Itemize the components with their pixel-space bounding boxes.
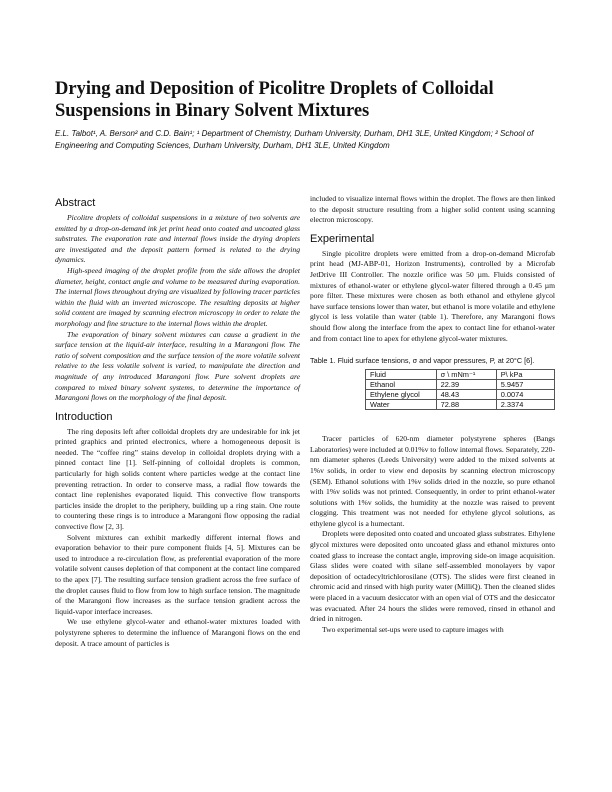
table-header-cell: σ \ mNm⁻¹ [436, 370, 496, 380]
table-cell: 72.88 [436, 400, 496, 410]
intro-paragraph-1: The ring deposits left after colloidal droplets dry are undesirable for ink jet printed graphics and printed electronics, where a homogeneous deposit is needed. The “coffee ring” stains develop in colloidal droplets drying with a pinned contact line [1]. Self-pinning of colloidal droplets is common, particularly for high solids content where particles wedge at the contact line preventing retraction. In order to conserve mass, a radial flow towards the contact line replenishes evaporated liquid. This convective flow transports particles inside the droplet to the periphery, building up a ring stain. One route to countering these rings is to introduce a Marangoni flow opposing the radial convective flow [2, 3]. [55, 426, 300, 532]
table-row [366, 380, 555, 390]
abstract-paragraph-3: The evaporation of binary solvent mixtures can cause a gradient in the surface tension at the liquid-air interface, resulting in a Marangoni flow. The ratio of solvent composition and the surface tension of the more volatile solvent relative to the less volatile solvent is varied, to manipulate the direction and magnitude of any introduced Marangoni flow. Pure solvent droplets are compared to mixed binary solvent systems, to determine the importance of Marangoni flows on the morphology of the final deposit. [55, 329, 300, 403]
abstract-paragraph-1: Picolitre droplets of colloidal suspensions in a mixture of two solvents are emitted by a drop-on-demand ink jet print head onto coated and uncoated glass substrates. The evaporation rate and internal flows inside the drying droplets are investigated and the deposit pattern formed is related to the drying dynamics. [55, 213, 300, 265]
experimental-paragraph-1: Single picolitre droplets were emitted from a drop-on-demand Microfab print head (MJ-ABP-01, Horizon Instruments), controlled by a Microfab JetDrive III Controller. The nozzle orifice was 50 µm. Fluids consisted of mixtures of ethanol-water or ethylene glycol-water filtered through a 0.45 µm pore filter. These mixtures were chosen as both ethanol and ethylene glycol have surface tensions lower than water, but ethanol is more volatile and ethylene glycol is less volatile than water (table 1). Therefore, any Marangoni flows should flow along the interface from the apex to contact line for ethanol-water and from contact line to apex for ethylene glycol-water mixtures. [310, 248, 555, 343]
table-cell: Ethylene glycol [366, 390, 437, 400]
table-cell: Water [366, 400, 437, 410]
experimental-heading: Experimental [310, 232, 375, 245]
table-cell: Ethanol [366, 380, 437, 390]
table-row [366, 400, 555, 410]
table-cell: 5.9457 [496, 380, 554, 390]
table-row [366, 390, 555, 400]
abstract-paragraph-2: High-speed imaging of the droplet profile from the side allows the droplet diameter, height, contact angle and volume to be measured during evaporation. The internal flows throughout drying are visualized by following tracer particles within the fluid with an inverted microscope. The resulting deposits at higher solid content are imaged by scanning electron microscopy in order to relate the morphology and fine structure to the internal flows within the droplet. [55, 265, 300, 328]
table-header-cell: P\ kPa [496, 370, 554, 380]
table-header-cell: Fluid [366, 370, 437, 380]
intro-paragraph-2: Solvent mixtures can exhibit markedly different internal flows and evaporation behavior to their pure component fluids [4, 5]. Mixtures can be used to introduce a re-circulation flow, as preferential evaporation of the more volatile solvent causes depletion of that component at the contact line compared to the apex [7]. The resulting surface tension gradient across the free surface of the droplet causes fluid to flow from low to high surface tension. The magnitude of the Marangoni flow increases as the surface tension gradient across the liquid-vapor interface increases. [55, 532, 300, 616]
table-caption: Table 1. Fluid surface tensions, σ and vapor pressures, P, at 20°C [6]. [310, 356, 535, 366]
fluid-properties-table [365, 369, 555, 410]
left-column [55, 196, 300, 649]
abstract-heading: Abstract [55, 197, 96, 209]
intro-continuation: included to visualize internal flows within the droplet. The flows are then linked to the deposit structure resulting from a higher solid content using scanning electron microscopy. [310, 194, 555, 225]
intro-paragraph-3: We use ethylene glycol-water and ethanol-water mixtures loaded with polystyrene spheres to determine the influence of Marangoni flows on the end deposit. A trace amount of particles is [55, 617, 300, 648]
introduction-heading: Introduction [55, 410, 113, 423]
table-cell: 2.3374 [496, 400, 554, 410]
methods-paragraph-2: Droplets were deposited onto coated and uncoated glass substrates. Ethylene glycol mixtures were deposited onto uncoated glass and ethanol mixtures onto coated glass to increase the contact angle, improving side-on image acquisition. Glass slides were coated with silane self-assembled monolayers by vapor deposition of octadecyltrichlorosilane (OTS). The slides were first cleaned in chromic acid and rinsed with high purity water (MilliQ). Then the cleaned slides were placed in a vacuum desiccator with an open vial of OTS and the desiccator was evacuated. After 24 hours the slides were removed, rinsed in ethanol and dried in nitrogen. [310, 529, 555, 624]
table-cell: 0.0074 [496, 390, 554, 400]
table-header-row [366, 370, 555, 380]
right-column [310, 194, 555, 635]
table-cell: 48.43 [436, 390, 496, 400]
methods-paragraph-3: Two experimental set-ups were used to capture images with [322, 624, 504, 634]
table-cell: 22.39 [436, 380, 496, 390]
author-affiliations: E.L. Talbot¹, A. Berson² and C.D. Bain¹; ¹ Department of Chemistry, Durham University, Durham, DH1 3LE, United Kingdom; ² School of Engineering and Computing Sciences, Durham University, Durham, DH1 3LE, United Kingdom [55, 129, 534, 150]
methods-paragraph-1: Tracer particles of 620-nm diameter polystyrene spheres (Bangs Laboratories) were included at 0.01%v to follow internal flows. Separately, 220-nm diameter spheres (Leeds University) were added to the mixed solvents at 1%v solids, in order to view end deposits by scanning electron microscopy (SEM). Ethanol solutions with 1%v solids dried in the nozzle, so pure ethanol with 1%v solids was not printed. Consequently, in order to print ethanol-water solutions with 1%v solids, the humidity at the nozzle was raised to prevent clogging. This treatment was not needed for ethylene glycol solutions, as ethylene glycol is a humectant. [310, 434, 555, 528]
paper-title: Drying and Deposition of Picolitre Droplets of Colloidal Suspensions in Binary Solvent Mixtures [55, 79, 494, 121]
